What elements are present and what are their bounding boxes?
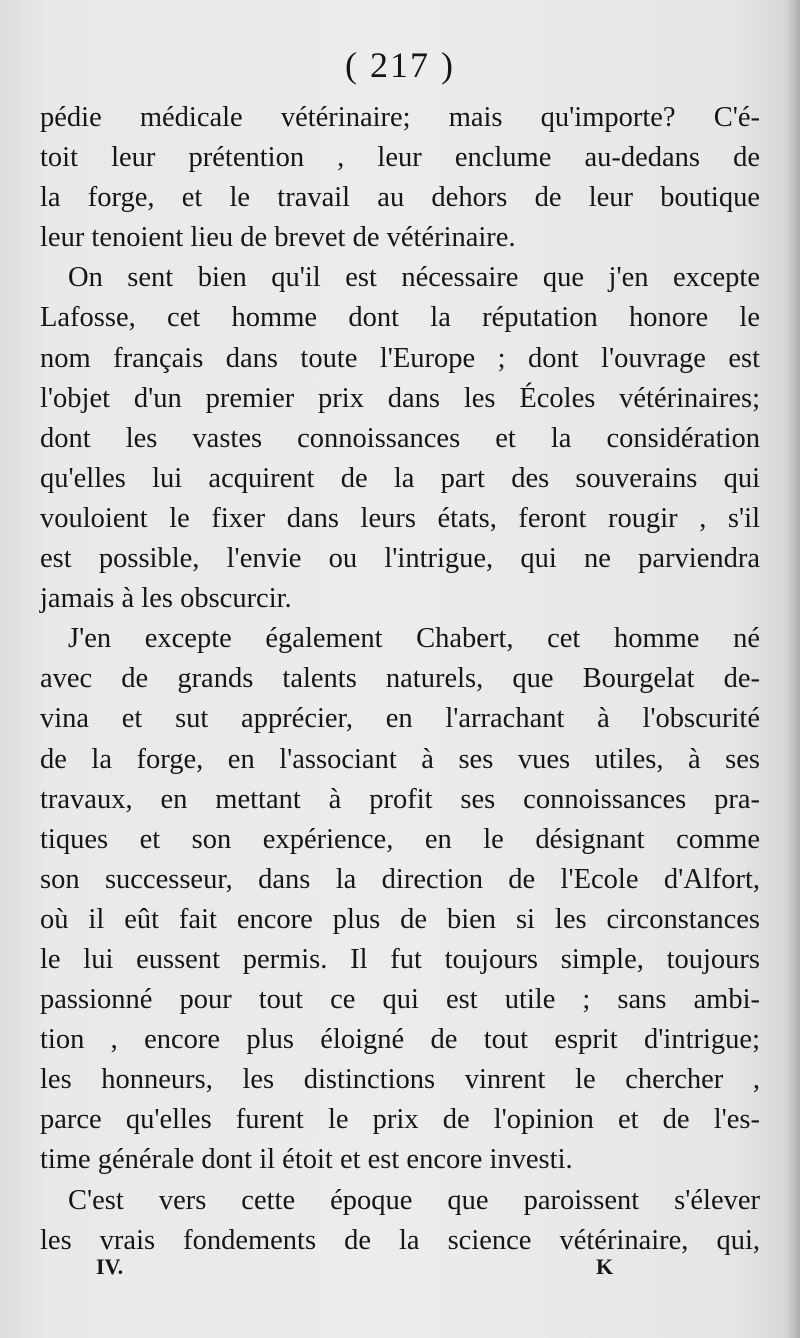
text-line: avec de grands talents naturels, que Bourgelat de-: [40, 663, 760, 695]
text-line: qu'elles lui acquirent de la part des souverains qui: [40, 462, 760, 494]
text-line: passionné pour tout ce qui est utile ; sans ambi-: [40, 984, 760, 1016]
text-line: de la forge, en l'associant à ses vues utiles, à ses: [40, 743, 760, 775]
text-line: nom français dans toute l'Europe ; dont l'ouvrage est: [40, 342, 760, 374]
text-line: est possible, l'envie ou l'intrigue, qui ne parviendra: [40, 543, 760, 575]
page-edge-shadow: [786, 0, 800, 1338]
page-number: ( 217 ): [345, 45, 455, 85]
text-line: travaux, en mettant à profit ses connoissances pra-: [40, 783, 760, 815]
text-line: les honneurs, les distinctions vinrent le chercher ,: [40, 1064, 760, 1096]
text-line: C'est vers cette époque que paroissent s'élever: [68, 1184, 760, 1216]
page-footer: [0, 1254, 800, 1284]
page-text: [40, 98, 760, 1261]
text-line: dont les vastes connoissances et la considération: [40, 422, 760, 454]
text-line: tiques et son expérience, en le désignant comme: [40, 823, 760, 855]
signature-mark-right: K: [596, 1254, 614, 1279]
text-line: toit leur prétention , leur enclume au-dedans de: [40, 142, 760, 174]
text-line: vouloient le fixer dans leurs états, feront rougir , s'il: [40, 502, 760, 534]
text-line: jamais à les obscurcir.: [40, 583, 292, 615]
text-line: tion , encore plus éloigné de tout esprit d'intrigue;: [40, 1024, 760, 1056]
text-line: On sent bien qu'il est nécessaire que j'en excepte: [68, 262, 760, 294]
text-line: le lui eussent permis. Il fut toujours simple, toujours: [40, 943, 760, 975]
text-line: parce qu'elles furent le prix de l'opinion et de l'es-: [40, 1104, 760, 1136]
text-line: leur tenoient lieu de brevet de vétérinaire.: [40, 222, 516, 254]
text-line: les vrais fondements de la science vétérinaire, qui,: [40, 1224, 760, 1256]
text-line: Lafosse, cet homme dont la réputation honore le: [40, 302, 760, 334]
text-line: où il eût fait encore plus de bien si les circonstances: [40, 903, 760, 935]
text-line: J'en excepte également Chabert, cet homme né: [68, 623, 760, 655]
text-line: pédie médicale vétérinaire; mais qu'importe? C'é-: [40, 102, 760, 133]
text-line: la forge, et le travail au dehors de leur boutique: [40, 182, 760, 214]
text-line: vina et sut apprécier, en l'arrachant à l'obscurité: [40, 703, 760, 735]
text-line: l'objet d'un premier prix dans les Écoles vétérinaires;: [40, 382, 760, 414]
text-line: son successeur, dans la direction de l'Ecole d'Alfort,: [40, 863, 760, 895]
text-line: time générale dont il étoit et est encore investi.: [40, 1144, 573, 1176]
signature-mark-left: IV.: [96, 1254, 124, 1279]
